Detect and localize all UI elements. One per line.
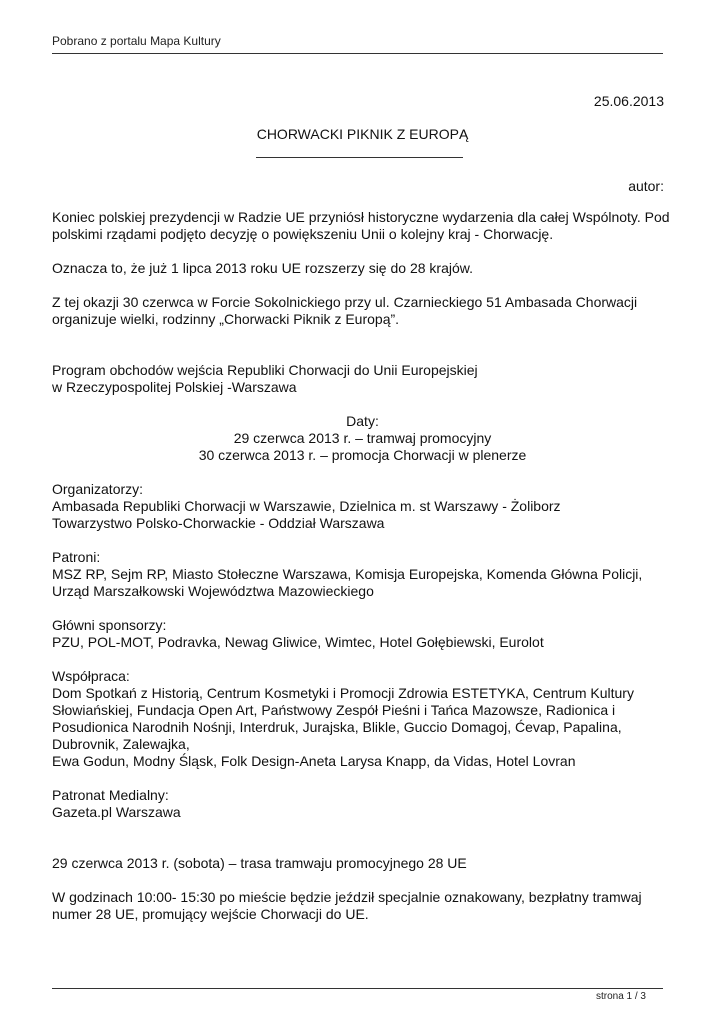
patrons-text: MSZ RP, Sejm RP, Miasto Stołeczne Warszawa, Komisja Europejska, Komenda Główna Policji, Urząd Marszałkowski Województwa Mazowieckiego (52, 566, 643, 599)
sponsors-text: PZU, POL-MOT, Podravka, Newag Gliwice, Wimtec, Hotel Gołębiewski, Eurolot (52, 634, 544, 650)
title-underline (256, 157, 463, 158)
footer-divider (52, 988, 663, 989)
tram-heading: 29 czerwca 2013 r. (sobota) – trasa tramwaju promocyjnego 28 UE (52, 855, 467, 871)
organizers-section (52, 481, 673, 532)
sponsors-section (52, 617, 673, 651)
organizers-line-1: Ambasada Republiki Chorwacji w Warszawie, Dzielnica m. st Warszawy - Żoliborz (52, 498, 561, 514)
author-label: autor: (628, 178, 664, 194)
patrons-label: Patroni: (52, 549, 101, 565)
media-label: Patronat Medialny: (52, 787, 169, 803)
cooperation-section (52, 668, 673, 770)
paragraph-picnic: Z tej okazji 30 czerwca w Forcie Sokolnickiego przy ul. Czarnieckiego 51 Ambasada Chorwacji organizuje wielki, rodzinny „Chorwacki Piknik z Europą”. (52, 294, 638, 327)
document-date: 25.06.2013 (593, 93, 664, 109)
cooperation-label: Współpraca: (52, 668, 130, 684)
cooperation-text-2: Ewa Godun, Modny Śląsk, Folk Design-Aneta Larysa Knapp, da Vidas, Hotel Lovran (52, 753, 576, 769)
dates-item-1: 29 czerwca 2013 r. – tramwaj promocyjny (233, 430, 492, 446)
organizers-line-2: Towarzystwo Polsko-Chorwackie - Oddział Warszawa (52, 515, 385, 531)
document-body (52, 209, 673, 940)
dates-item-2: 30 czerwca 2013 r. – promocja Chorwacji w plenerze (198, 447, 527, 463)
dates-label: Daty: (346, 413, 379, 429)
cooperation-text-1: Dom Spotkań z Historią, Centrum Kosmetyki i Promocji Zdrowia ESTETYKA, Centrum Kultury Słowiańskiej, Fundacja Open Art, Państwowy Zespół Pieśni i Tańca Mazowsze, Radionica i Posudionica Narodnih Nośnji, Interdruk, Jurajska, Blikle, Guccio Domagoj, Ćevap, Papalina, Dubrovnik, Zalewajka, (52, 685, 634, 752)
document-title: CHORWACKI PIKNIK Z EUROPĄ (256, 126, 469, 142)
program-line-1: Program obchodów wejścia Republiki Chorwacji do Unii Europejskiej (52, 362, 478, 378)
paragraph-intro: Koniec polskiej prezydencji w Radzie UE przyniósł historyczne wydarzenia dla całej Wspólnoty. Pod polskimi rządami podjęto decyzję o powiększeniu Unii o kolejny kraj - Chorwację. (52, 209, 670, 242)
page-number: strona 1 / 3 (595, 991, 646, 1002)
program-line-2: w Rzeczypospolitej Polskiej -Warszawa (52, 379, 297, 395)
media-section (52, 787, 673, 821)
dates-section (52, 413, 673, 464)
program-heading (52, 362, 673, 396)
sponsors-label: Główni sponsorzy: (52, 617, 167, 633)
page-header-source: Pobrano z portalu Mapa Kultury (52, 34, 221, 48)
organizers-label: Organizatorzy: (52, 481, 144, 497)
tram-text: W godzinach 10:00- 15:30 po mieście będzie jeździł specjalnie oznakowany, bezpłatny tramwaj numer 28 UE, promujący wejście Chorwacji do UE. (52, 889, 642, 922)
header-divider (52, 53, 663, 54)
patrons-section (52, 549, 673, 600)
media-text: Gazeta.pl Warszawa (52, 804, 181, 820)
paragraph-expansion: Oznacza to, że już 1 lipca 2013 roku UE rozszerzy się do 28 krajów. (52, 260, 473, 276)
